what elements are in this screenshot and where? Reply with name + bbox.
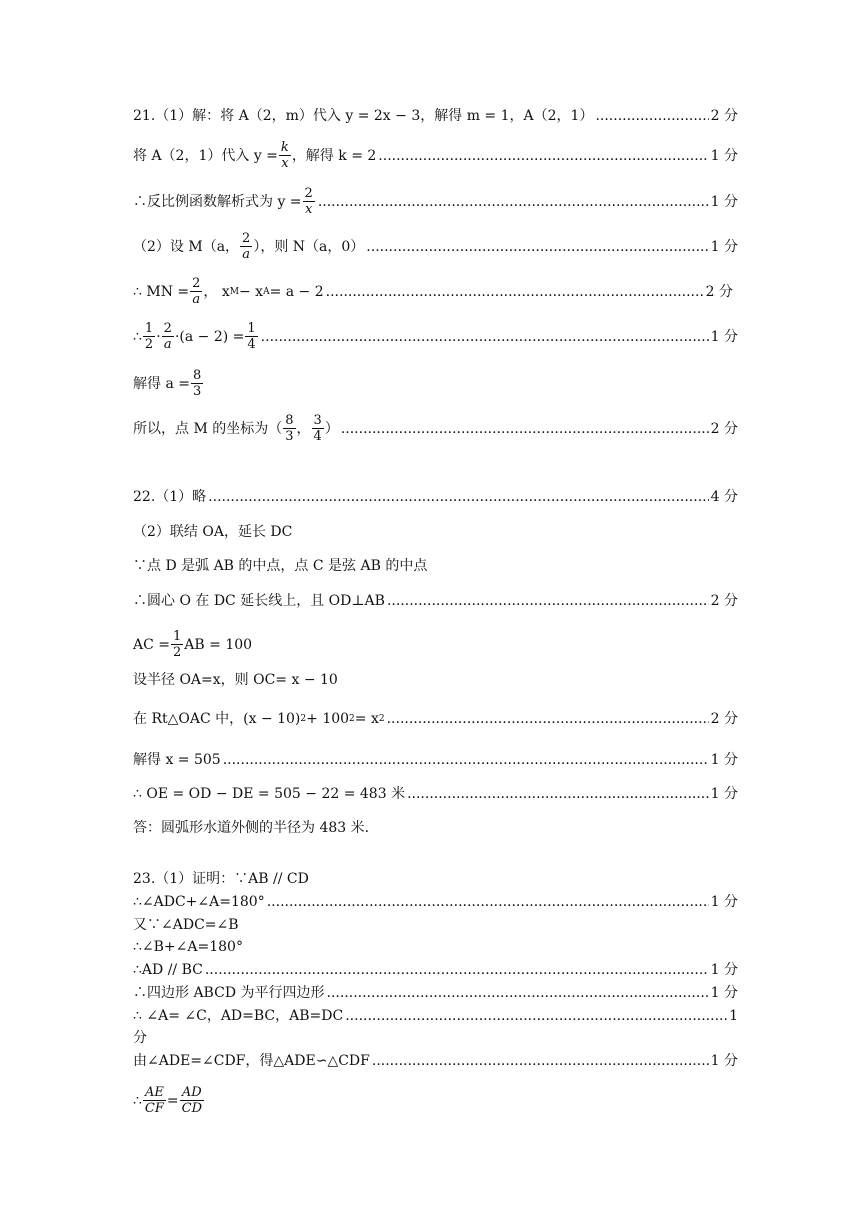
q23-step-3: 又∵∠ADC=∠B xyxy=(133,917,239,933)
leader-dots xyxy=(208,487,708,507)
score-label: 1 分 xyxy=(710,193,738,210)
q23-line-2 xyxy=(133,892,738,912)
q23-step-1: 23.（1）证明：∵AB // CD xyxy=(133,871,309,887)
numerator: 3 xyxy=(313,413,322,428)
denominator: 2 xyxy=(144,337,154,352)
text: 将 A（2，1）代入 y = xyxy=(133,147,278,164)
fraction xyxy=(143,1085,166,1116)
text: 解得 a = xyxy=(133,375,190,392)
fraction xyxy=(279,140,291,171)
score-label: 2 分 xyxy=(710,420,738,437)
q21-step-6 xyxy=(133,321,259,352)
q21-line-1 xyxy=(133,106,738,126)
q22-step-4: ∴圆心 O 在 DC 延长线上，且 OD⊥AB xyxy=(133,593,385,609)
fraction xyxy=(245,321,257,352)
numerator: AD xyxy=(181,1085,202,1100)
fraction xyxy=(312,413,324,444)
q22-step-9: ∴ OE = OD − DE = 505 − 22 = 483 米 xyxy=(133,786,406,802)
leader-dots xyxy=(345,1006,727,1026)
q23-line-4 xyxy=(133,937,738,957)
subscript: A xyxy=(263,286,270,297)
score-label: 1 xyxy=(729,1008,738,1024)
q23-line-5 xyxy=(133,960,738,980)
leader-dots xyxy=(366,237,708,257)
q21-step-3 xyxy=(133,186,316,217)
text: = xyxy=(166,1092,179,1109)
numerator: 2 xyxy=(304,186,313,201)
q22-step-8: 解得 x = 505 xyxy=(133,752,221,768)
score-label: 2 分 xyxy=(710,593,738,609)
q23-step-7: ∴ ∠A= ∠C，AD=BC，AB=DC xyxy=(133,1008,344,1024)
q22-step-7 xyxy=(133,709,385,729)
q23-line-9 xyxy=(133,1085,738,1116)
q23-line-1 xyxy=(133,869,738,889)
q22-line-7 xyxy=(133,709,738,729)
score-label: 2 分 xyxy=(710,108,738,124)
q21-step-7 xyxy=(133,368,204,399)
q23-line-3 xyxy=(133,915,738,935)
score-label: 1 分 xyxy=(710,328,738,345)
numerator: AE xyxy=(144,1085,164,1100)
denominator: a xyxy=(242,247,251,262)
q22-line-8 xyxy=(133,750,738,770)
q23-line-8 xyxy=(133,1051,738,1071)
denominator: a xyxy=(192,292,201,307)
q21-line-7 xyxy=(133,368,738,399)
numerator: 8 xyxy=(192,368,202,383)
denominator: 3 xyxy=(192,384,202,399)
denominator: x xyxy=(281,156,289,171)
leader-dots xyxy=(372,1051,709,1071)
numerator: 1 xyxy=(144,321,154,336)
q22-line-10 xyxy=(133,818,738,838)
leader-dots xyxy=(267,892,709,912)
superscript: 2 xyxy=(349,714,355,724)
q21-line-4 xyxy=(133,231,738,262)
text: ，解得 k = 2 xyxy=(291,147,377,164)
q21-step-8 xyxy=(133,413,339,444)
q22-step-3: ∵点 D 是弧 AB 的中点，点 C 是弦 AB 的中点 xyxy=(133,558,428,574)
text: ∴ xyxy=(133,328,142,345)
text: AC = xyxy=(133,636,171,653)
denominator: 2 xyxy=(173,645,182,660)
score-label: 1 分 xyxy=(710,985,738,1001)
q22-step-2: （2）联结 OA，延长 DC xyxy=(133,524,293,540)
q22-line-6 xyxy=(133,670,738,690)
score-label: 1 分 xyxy=(710,962,738,978)
q23-step-5: ∴AD // BC xyxy=(133,962,203,978)
leader-dots xyxy=(327,983,709,1003)
q22-line-1 xyxy=(133,487,738,507)
text: + 100 xyxy=(306,711,350,727)
text: AB = 100 xyxy=(184,636,253,653)
q23-step-4: ∴∠B+∠A=180° xyxy=(133,939,243,955)
score-label: 1 分 xyxy=(710,894,738,910)
leader-dots xyxy=(223,750,709,770)
q22-answer: 答：圆弧形水道外侧的半径为 483 米. xyxy=(133,820,370,836)
numerator: 1 xyxy=(247,321,256,336)
q22-step-5 xyxy=(133,629,252,660)
leader-dots xyxy=(378,146,708,166)
q21-line-6 xyxy=(133,321,738,352)
q21-line-2 xyxy=(133,140,738,171)
score-label: 2 分 xyxy=(710,711,738,727)
fraction xyxy=(283,413,295,444)
q23-step-6: ∴四边形 ABCD 为平行四边形 xyxy=(133,985,325,1001)
q23-line-7-wrap xyxy=(133,1028,738,1048)
text: = a − 2 xyxy=(269,283,324,300)
score-label: 4 分 xyxy=(710,489,738,505)
text: ） xyxy=(324,420,339,437)
text: ），则 N（a，0） xyxy=(253,238,365,255)
denominator: x xyxy=(305,202,313,217)
text: ∴ MN = xyxy=(133,283,190,300)
q22-step-1: 22.（1）略 xyxy=(133,489,207,505)
q21-step-1: 21.（1）解：将 A（2，m）代入 y = 2x − 3，解得 m = 1，A（2，1） xyxy=(133,108,594,124)
text: （2）设 M（a， xyxy=(133,238,240,255)
fraction xyxy=(180,1085,204,1116)
text: ， xyxy=(296,420,311,437)
q21-line-3 xyxy=(133,186,738,217)
q22-step-6: 设半径 OA=x，则 OC= x − 10 xyxy=(133,672,338,688)
subscript: M xyxy=(229,286,239,297)
leader-dots xyxy=(341,419,709,439)
score-label: 1 分 xyxy=(710,147,738,164)
leader-dots xyxy=(407,784,709,804)
text: ， x xyxy=(203,283,230,300)
superscript: 2 xyxy=(378,714,385,724)
fraction xyxy=(171,629,183,660)
text: 所以，点 M 的坐标为（ xyxy=(133,420,283,437)
q22-line-4 xyxy=(133,591,738,611)
leader-dots xyxy=(205,960,709,980)
fraction xyxy=(303,186,315,217)
numerator: k xyxy=(280,140,289,155)
leader-dots xyxy=(595,106,708,126)
leader-dots xyxy=(387,709,709,729)
denominator: 4 xyxy=(313,429,322,444)
fraction xyxy=(162,321,174,352)
numerator: 1 xyxy=(173,629,182,644)
q22-line-5 xyxy=(133,629,738,660)
leader-dots xyxy=(318,192,709,212)
fraction xyxy=(191,368,203,399)
q21-step-2 xyxy=(133,140,376,171)
score-label: 1 分 xyxy=(710,1053,738,1069)
q22-line-3 xyxy=(133,556,738,576)
denominator: CF xyxy=(144,1101,164,1116)
q21-step-4 xyxy=(133,231,364,262)
fraction xyxy=(240,231,252,262)
fraction xyxy=(143,321,155,352)
text: ∴ xyxy=(133,1092,142,1109)
q23-step-2: ∴∠ADC+∠A=180° xyxy=(133,894,265,910)
denominator: 4 xyxy=(247,337,256,352)
numerator: 2 xyxy=(163,321,172,336)
q23-line-7 xyxy=(133,1006,738,1026)
q21-line-8 xyxy=(133,413,738,444)
leader-dots xyxy=(387,591,709,611)
numerator: 8 xyxy=(285,413,294,428)
q22-line-2 xyxy=(133,522,738,542)
q22-line-9 xyxy=(133,784,738,804)
q21-line-5 xyxy=(133,276,733,307)
q23-step-9 xyxy=(133,1085,205,1116)
denominator: 3 xyxy=(285,429,294,444)
q21-step-5 xyxy=(133,276,324,307)
leader-dots xyxy=(326,282,704,302)
text: ·(a − 2) = xyxy=(174,328,245,345)
denominator: a xyxy=(163,337,172,352)
q23-line-6 xyxy=(133,983,738,1003)
score-label: 1 分 xyxy=(710,786,738,802)
numerator: 2 xyxy=(242,231,251,246)
text: = x xyxy=(354,711,379,727)
superscript: 2 xyxy=(300,714,307,724)
text: − x xyxy=(238,283,264,300)
denominator: CD xyxy=(181,1101,202,1116)
score-label-wrap: 分 xyxy=(133,1030,147,1046)
q23-step-8: 由∠ADE=∠CDF，得△ADE∽△CDF xyxy=(133,1053,370,1069)
leader-dots xyxy=(261,327,709,347)
text: ∴反比例函数解析式为 y = xyxy=(133,193,302,210)
score-label: 2 分 xyxy=(705,283,733,300)
text: · xyxy=(156,328,161,345)
score-label: 1 分 xyxy=(710,238,738,255)
score-label: 1 分 xyxy=(710,752,738,768)
numerator: 2 xyxy=(192,276,201,291)
fraction xyxy=(190,276,202,307)
text: 在 Rt△OAC 中，(x − 10) xyxy=(133,711,301,727)
